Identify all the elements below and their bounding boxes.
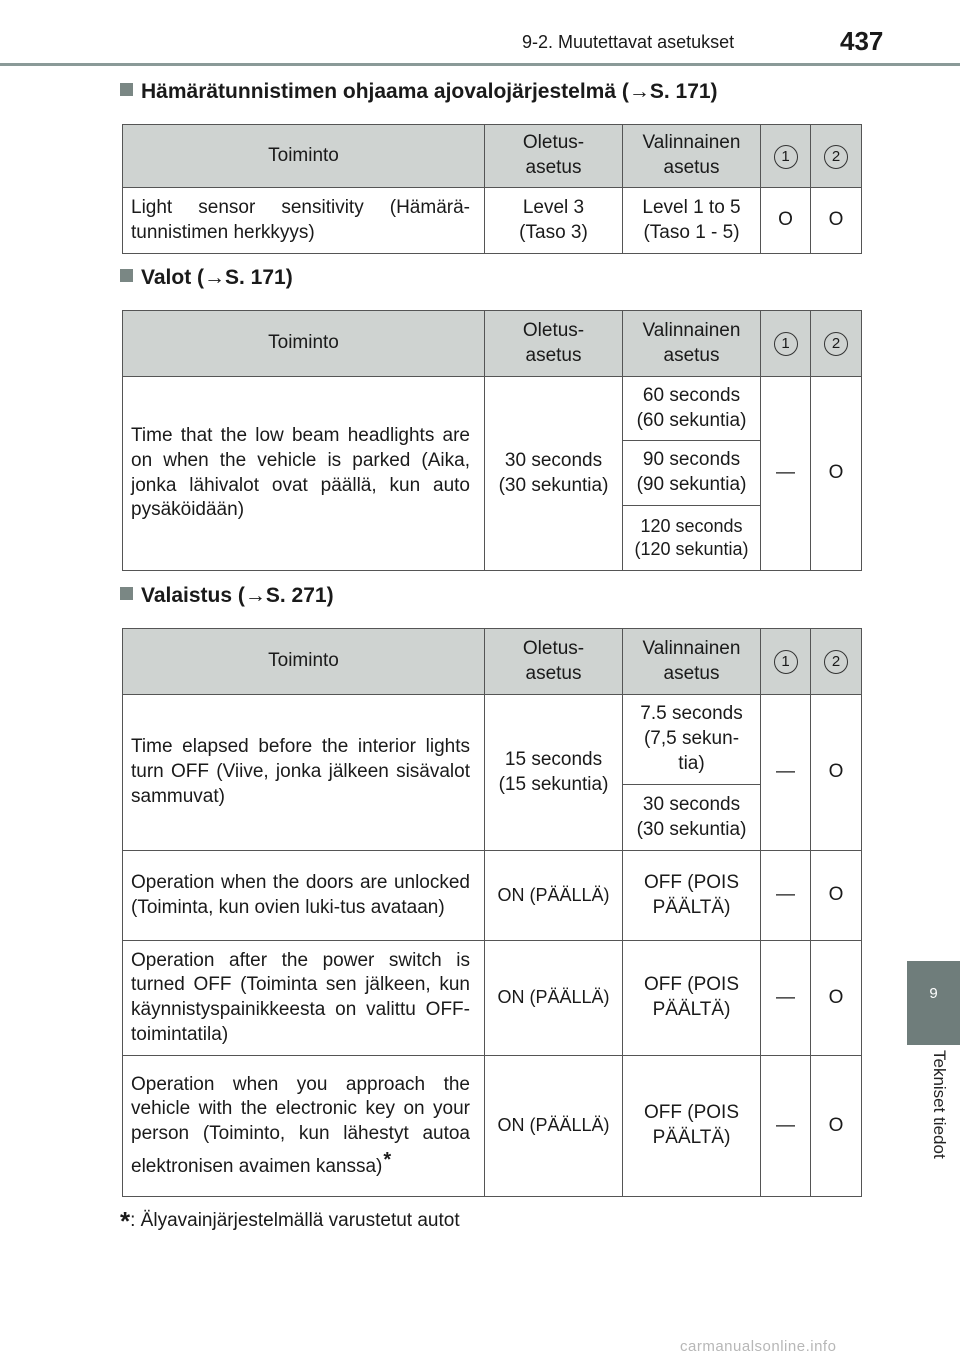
table-row [123,695,862,785]
c1-cell: — [761,377,811,571]
footnote [120,1206,460,1237]
col-optional: Valinnainen asetus [623,629,761,695]
col-default: Oletus- asetus [485,125,623,188]
c1-cell: O [761,188,811,254]
section-heading [120,584,334,608]
c1-cell: — [761,851,811,941]
col-c2 [811,311,862,377]
col-function: Toiminto [123,311,485,377]
option-cell: OFF (POIS PÄÄLTÄ) [623,1056,761,1197]
function-cell: Operation after the power switch is turned OFF (Toiminta sen jälkeen, kun käynnistyspainikkeesta on valittu OFF-toimintatila) [123,941,485,1056]
col-optional: Valinnainen asetus [623,311,761,377]
function-cell: Time elapsed before the interior lights turn OFF (Viive, jonka jälkeen sisävalot sammuvat) [123,695,485,851]
col-default: Oletus- asetus [485,629,623,695]
col-c1 [761,311,811,377]
footnote-star: * [120,1206,131,1236]
table-header-row [123,629,862,695]
circled-1-icon: 1 [774,332,798,356]
chapter-tab [907,961,960,1045]
header-title: 9-2. Muutettavat asetukset [522,32,735,52]
function-cell [123,1056,485,1197]
table-row [123,377,862,441]
section-heading [120,266,293,290]
watermark: carmanualsonline.info [680,1338,837,1355]
function-cell: Operation when the doors are unlocked (Toiminta, kun ovien luki-tus avataan) [123,851,485,941]
function-cell: Light sensor sensitivity (Hämärä-tunnistimen herkkyys) [123,188,485,254]
table-header-row [123,311,862,377]
option-cell: OFF (POIS PÄÄLTÄ) [623,851,761,941]
section-heading-text: Hämärätunnistimen ohjaama ajovalojärjestelmä (→S. 171) [141,80,718,103]
footnote-marker: * [383,1148,392,1171]
circled-2-icon: 2 [824,332,848,356]
c1-cell: — [761,941,811,1056]
c2-cell: O [811,941,862,1056]
settings-table [122,310,862,571]
function-text: Operation when you approach the vehicle with the electronic key on your person (Toiminto, kun lähestyt autoa elektronisen avaimen kanssa) [131,1073,470,1177]
option-cell: 60 seconds (60 sekuntia) [623,377,761,441]
option-cell: Level 1 to 5 (Taso 1 - 5) [623,188,761,254]
circled-2-icon: 2 [824,650,848,674]
circled-1-icon: 1 [774,650,798,674]
c1-cell: — [761,1056,811,1197]
col-c1 [761,629,811,695]
settings-table [122,124,862,254]
circled-2-icon: 2 [824,145,848,169]
col-function: Toiminto [123,125,485,188]
section-heading [120,80,718,104]
chapter-label-wrap [907,1050,960,1200]
col-c2 [811,629,862,695]
option-cell: OFF (POIS PÄÄLTÄ) [623,941,761,1056]
default-cell: ON (PÄÄLLÄ) [485,1056,623,1197]
default-cell: Level 3 (Taso 3) [485,188,623,254]
c2-cell: O [811,851,862,941]
square-bullet-icon [120,269,133,282]
option-cell: 30 seconds (30 sekuntia) [623,785,761,851]
col-function: Toiminto [123,629,485,695]
c2-cell: O [811,188,862,254]
default-cell: ON (PÄÄLLÄ) [485,851,623,941]
option-cell: 7.5 seconds (7,5 sekun- tia) [623,695,761,785]
square-bullet-icon [120,83,133,96]
settings-table [122,628,862,1197]
chapter-number: 9 [929,985,938,1002]
circled-1-icon: 1 [774,145,798,169]
c2-cell: O [811,1056,862,1197]
page-number: 437 [840,26,884,56]
header-divider [0,63,960,66]
default-cell: ON (PÄÄLLÄ) [485,941,623,1056]
function-cell: Time that the low beam headlights are on when the vehicle is parked (Aika, jonka lähivalot ovat päällä, kun auto pysäköidään) [123,377,485,571]
table-row [123,188,862,254]
square-bullet-icon [120,587,133,600]
col-optional: Valinnainen asetus [623,125,761,188]
default-cell: 30 seconds (30 sekuntia) [485,377,623,571]
col-c2 [811,125,862,188]
c2-cell: O [811,695,862,851]
option-cell: 90 seconds (90 sekuntia) [623,441,761,506]
c2-cell: O [811,377,862,571]
section-heading-text: Valot (→S. 171) [141,266,293,289]
chapter-label: Tekniset tiedot [930,1050,949,1159]
col-default: Oletus- asetus [485,311,623,377]
table-row [123,1056,862,1197]
table-row [123,941,862,1056]
default-cell: 15 seconds (15 sekuntia) [485,695,623,851]
section-heading-text: Valaistus (→S. 271) [141,584,334,607]
table-header-row [123,125,862,188]
table-row [123,851,862,941]
c1-cell: — [761,695,811,851]
option-cell: 120 seconds (120 sekuntia) [623,506,761,571]
col-c1 [761,125,811,188]
footnote-text: : Älyavainjärjestelmällä varustetut autot [130,1210,460,1231]
